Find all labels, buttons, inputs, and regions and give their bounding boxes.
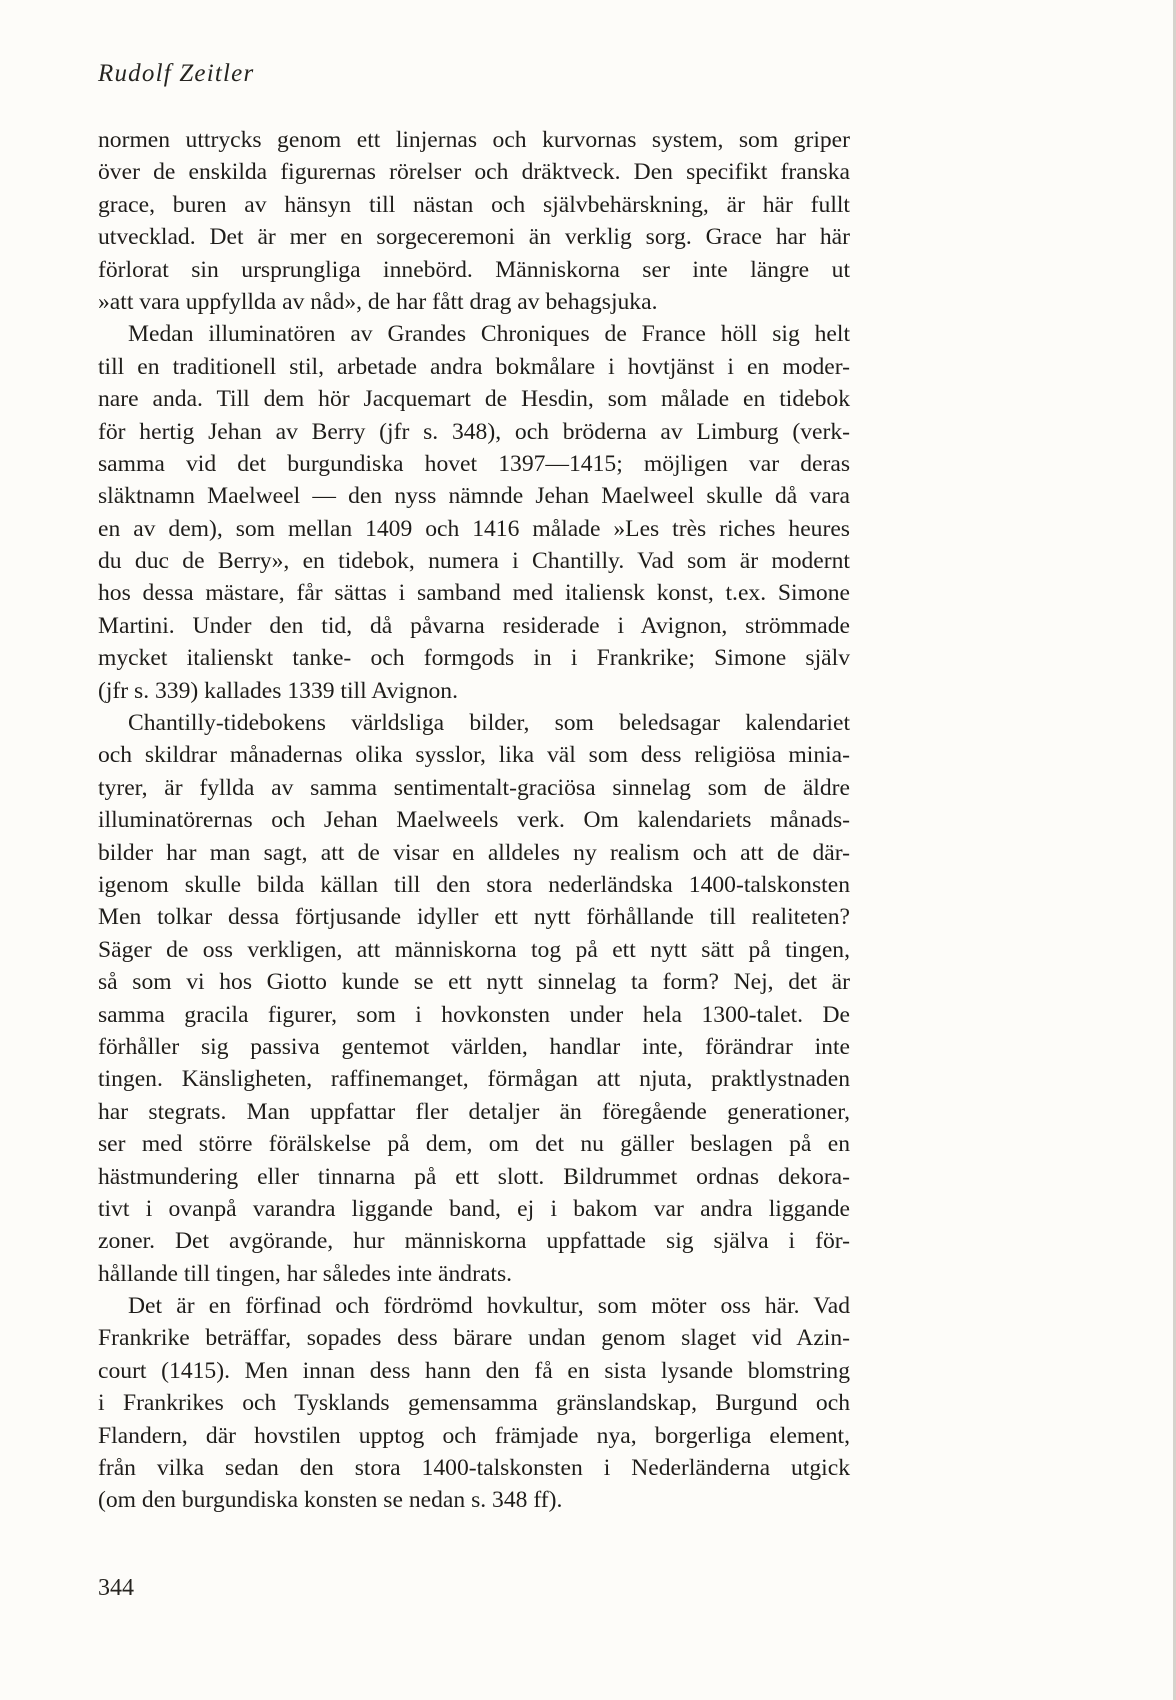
text-line: normen uttrycks genom ett linjernas och kurvornas system, som griper [98,127,850,153]
text-line: Flandern, där hovstilen upptog och främjade nya, borgerliga element, [98,1422,850,1449]
text-line: tivt i ovanpå varandra liggande band, ej i bakom var andra liggande [98,1195,850,1222]
text-line: från vilka sedan den stora 1400-talskonsten i Nederländerna utgick [98,1455,850,1482]
body-text [98,124,850,1517]
text-line: och skildrar månadernas olika sysslor, lika väl som dess religiösa minia- [98,742,850,769]
paragraph [98,1290,850,1517]
text-line: förhåller sig passiva gentemot världen, handlar inte, förändrar inte [98,1033,850,1060]
text-line: Chantilly-tidebokens världsliga bilder, som beledsagar kalendariet [128,710,850,737]
paragraph [98,124,850,318]
text-line: hästmundering eller tinnarna på ett slott. Bildrummet ordnas dekora- [98,1163,850,1190]
text-line: över de enskilda figurernas rörelser och dräktveck. Den specifikt franska [98,159,850,186]
text-line: i Frankrikes och Tysklands gemensamma gränslandskap, Burgund och [98,1390,850,1417]
paragraph [98,707,850,1290]
text-line: (om den burgundiska konsten se nedan s. 348 ff). [98,1487,563,1514]
text-line: (jfr s. 339) kallades 1339 till Avignon. [98,677,458,704]
text-line: Men tolkar dessa förtjusande idyller ett nytt förhållande till realiteten? [98,904,850,931]
text-line: en av dem), som mellan 1409 och 1416 målade »Les très riches heures [98,515,850,542]
text-line: så som vi hos Giotto kunde se ett nytt sinnelag ta form? Nej, det är [98,969,850,996]
text-line: Medan illuminatören av Grandes Chroniques de France höll sig helt [128,321,850,348]
text-line: Säger de oss verkligen, att människorna tog på ett nytt sätt på tingen, [98,936,850,963]
text-line: Martini. Under den tid, då påvarna residerade i Avignon, strömmade [98,612,850,639]
text-line: du duc de Berry», en tidebok, numera i Chantilly. Vad som är modernt [98,548,850,575]
text-line: court (1415). Men innan dess hann den få en sista lysande blomstring [98,1357,850,1384]
text-line: bilder har man sagt, att de visar en alldeles ny realism och att de där- [98,839,850,866]
page-number: 344 [98,1575,134,1601]
text-line: utvecklad. Det är mer en sorgeceremoni än verklig sorg. Grace har här [98,224,850,251]
text-line: hos dessa mästare, får sättas i samband med italiensk konst, t.ex. Simone [98,580,850,607]
text-line: Det är en förfinad och fördrömd hovkultur, som möter oss här. Vad [128,1293,850,1320]
text-line: ser med större förälskelse på dem, om det nu gäller beslagen på en [98,1131,850,1158]
text-line: för hertig Jehan av Berry (jfr s. 348), och bröderna av Limburg (verk- [98,418,850,445]
text-line: mycket italienskt tanke- och formgods in i Frankrike; Simone själv [98,645,850,672]
running-head: Rudolf Zeitler [98,60,255,87]
text-line: nare anda. Till dem hör Jacquemart de Hesdin, som målade en tidebok [98,386,850,413]
text-line: »att vara uppfyllda av nåd», de har fått drag av behagsjuka. [98,288,658,315]
text-line: Frankrike beträffar, sopades dess bärare undan genom slaget vid Azin- [98,1325,850,1352]
text-line: tyrer, är fyllda av samma sentimentalt-graciösa sinnelag som de äldre [98,774,850,801]
text-line: släktnamn Maelweel — den nyss nämnde Jehan Maelweel skulle då vara [98,483,850,510]
text-line: samma vid det burgundiska hovet 1397—1415; möjligen var deras [98,450,850,477]
text-line: har stegrats. Man uppfattar fler detaljer än föregående generationer, [98,1098,850,1125]
text-line: tingen. Känsligheten, raffinemanget, förmågan att njuta, praktlystnaden [98,1066,850,1093]
text-line: förlorat sin ursprungliga innebörd. Människorna ser inte längre ut [98,256,850,283]
text-line: illuminatörernas och Jehan Maelweels verk. Om kalendariets månads- [98,807,850,834]
text-line: samma gracila figurer, som i hovkonsten under hela 1300-talet. De [98,1001,850,1028]
text-line: hållande till tingen, har således inte ändrats. [98,1260,513,1287]
text-line: till en traditionell stil, arbetade andra bokmålare i hovtjänst i en moder- [98,353,850,380]
text-line: zoner. Det avgörande, hur människorna uppfattade sig själva i för- [98,1228,850,1255]
text-line: grace, buren av hänsyn till nästan och självbehärskning, är här fullt [98,191,850,218]
text-line: igenom skulle bilda källan till den stora nederländska 1400-talskonsten [98,871,850,898]
paragraph [98,318,850,707]
